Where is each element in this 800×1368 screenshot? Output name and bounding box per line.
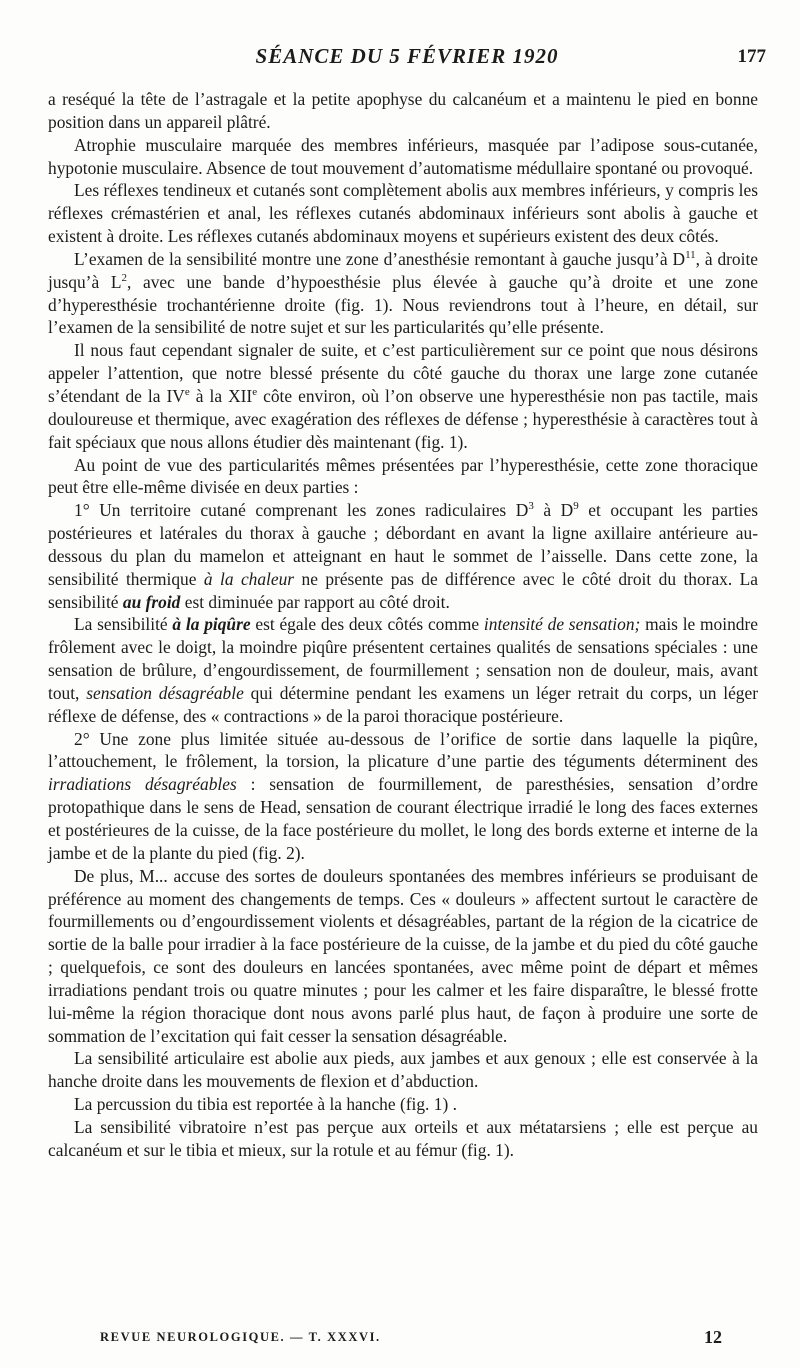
p7-text-a: 1° Un territoire cutané comprenant les zones radiculaires D [74, 500, 529, 521]
p9-emphasis-1: irradiations désagréables [48, 774, 237, 795]
p7-superscript-1: 3 [528, 500, 534, 513]
p9-text-b: : sensation de fourmillement, de paresthésies, sensation d’ordre protopathique dans le sens de Head, sensation de courant électrique irradié le long des faces externes et postérieures de la cuisse, de la face postérieure du mollet, le long des bords externe et interne de la jambe et de la plante du pied (fig. 2). [48, 774, 758, 863]
p8-emphasis-1: à la piqûre [172, 614, 251, 635]
p4-text-b: , à droite jusqu’à L [48, 248, 759, 292]
p5-text-c: côte environ, où l’on observe une hyperesthésie non pas tactile, mais douloureuse et thermique, avec exagération des réflexes de défense ; hyperesthésie à caractères tout à fait spéciaux que nous allons étudier dès maintenant (fig. 1). [48, 385, 758, 452]
body-text [48, 88, 758, 1162]
paragraph-3: Les réflexes tendineux et cutanés sont complètement abolis aux membres inférieurs, y compris les réflexes crémastérien et anal, les réflexes cutanés abdominaux inférieurs sont abolis à gauche et existent à droite. Les réflexes cutanés abdominaux moyens et supérieurs existent des deux côtés. [48, 180, 758, 247]
journal-reference: REVUE NEUROLOGIQUE. — T. XXXVI. [100, 1330, 381, 1344]
paragraph-9 [48, 728, 758, 865]
paragraph-5 [48, 339, 758, 453]
p7-text-b: à D [533, 500, 574, 521]
p8-emphasis-2: intensité de sensation; [483, 614, 641, 635]
p5-superscript-1: e [184, 386, 190, 399]
p8-text-b: est égale des deux côtés comme [250, 614, 484, 635]
p5-text-a: Il nous faut cependant signaler de suite, et c’est particulièrement sur ce point que nous désirons appeler l’attention, que notre blessé présente du côté gauche du thorax une large zone cutanée s’étendant de la IV [48, 340, 758, 406]
p4-text-a: L’examen de la sensibilité montre une zone d’anesthésie remontant à gauche jusqu’à D [74, 248, 686, 269]
p7-superscript-2: 9 [573, 500, 579, 513]
paragraph-8 [48, 613, 758, 727]
p8-text-a: La sensibilité [74, 614, 173, 635]
p4-superscript-2: 2 [121, 271, 127, 284]
paragraph-13: La sensibilité vibratoire n’est pas perçue aux orteils et aux métatarsiens ; elle est perçue au calcanéum et sur le tibia et mieux, sur la rotule et au fémur (fig. 1). [48, 1116, 758, 1160]
paragraph-4 [48, 248, 758, 339]
p5-superscript-2: e [252, 386, 258, 399]
paragraph-1: a reséqué la tête de l’astragale et la petite apophyse du calcanéum et a maintenu le pied en bonne position dans un appareil plâtré. [48, 89, 758, 132]
paragraph-10: De plus, M... accuse des sortes de douleurs spontanées des membres inférieurs se produisant de préférence au moment des changements de temps. Ces « douleurs » affectent surtout le caractère de fourmillements ou d’engourdissement violents et désagréables, partant de la région de la cicatrice de sortie de la balle pour irradier à la face postérieure de la cuisse, de la jambe et du pied du côté gauche ; quelquefois, ce sont des douleurs en lancées spontanées, avec même point de départ et mêmes irradiations pendant trois ou quatre minutes ; pour les calmer et les faire disparaître, le blessé frotte lui-même la région thoracique dont nous avons parlé plus haut, de façon à produire une sorte de sommation de l’excitation qui fait cesser la sensation désagréable. [48, 865, 758, 1046]
running-title: SÉANCE DU 5 FÉVRIER 1920 [255, 44, 559, 68]
p5-text-b: à la XII [189, 385, 253, 406]
p7-text-d: ne présente pas de différence avec le côté droit du thorax. La sensibilité [48, 568, 758, 612]
paragraph-7 [48, 499, 758, 613]
p7-text-e: est diminuée par rapport au côté droit. [180, 591, 450, 612]
p7-text-c: et occupant les parties postérieures et latérales du thorax à gauche ; débordant en avant la ligne axillaire antérieure au-dessous du plan du mamelon et atteignant en haut le sommet de l’aisselle. Dans cette zone, la sensibilité thermique [48, 500, 758, 589]
p7-emphasis-2: au froid [122, 591, 181, 612]
page-footer [100, 1327, 722, 1352]
p7-emphasis-1: à la chaleur [203, 568, 295, 589]
running-header [48, 44, 766, 74]
page-number: 177 [737, 46, 766, 67]
p4-superscript-1: 11 [685, 249, 696, 262]
paragraph-12: La percussion du tibia est reportée à la hanche (fig. 1) . [74, 1094, 457, 1115]
p8-text-d: qui détermine pendant les examens un léger retrait du corps, un léger réflexe de défense, des « contractions » de la paroi thoracique postérieure. [48, 682, 759, 726]
p8-text-c: mais le moindre frôlement avec le doigt, la moindre piqûre présentent certaines qualités de sensations spéciales : une sensation de brûlure, d’engourdissement, de fourmillement ; sensation non de douleur, mais, avant tout, [48, 614, 758, 703]
paragraph-11: La sensibilité articulaire est abolie aux pieds, aux jambes et aux genoux ; elle est conservée à la hanche droite dans les mouvements de flexion et d’abduction. [48, 1048, 758, 1092]
p4-text-c: , avec une bande d’hypoesthésie plus élevée à gauche qu’à droite et une zone d’hyperesthésie trochantérienne droite (fig. 1). Nous reviendrons tout à l’heure, en détail, sur l’examen de la sensibilité de notre sujet et sur les particularités qu’elle présente. [48, 271, 758, 338]
paragraph-2: Atrophie musculaire marquée des membres inférieurs, masquée par l’adipose sous-cutanée, hypotonie musculaire. Absence de tout mouvement d’automatisme médullaire spontané ou provoqué. [48, 134, 758, 178]
paragraph-6: Au point de vue des particularités mêmes présentées par l’hyperesthésie, cette zone thoracique peut être elle-même divisée en deux parties : [48, 454, 758, 498]
p9-text-a: 2° Une zone plus limitée située au-dessous de l’orifice de sortie dans laquelle la piqûre, l’attouchement, le frôlement, la torsion, la plicature d’une partie des téguments déterminent des [48, 728, 758, 772]
p8-emphasis-3: sensation désagréable [86, 682, 244, 703]
signature-mark: 12 [704, 1327, 722, 1347]
